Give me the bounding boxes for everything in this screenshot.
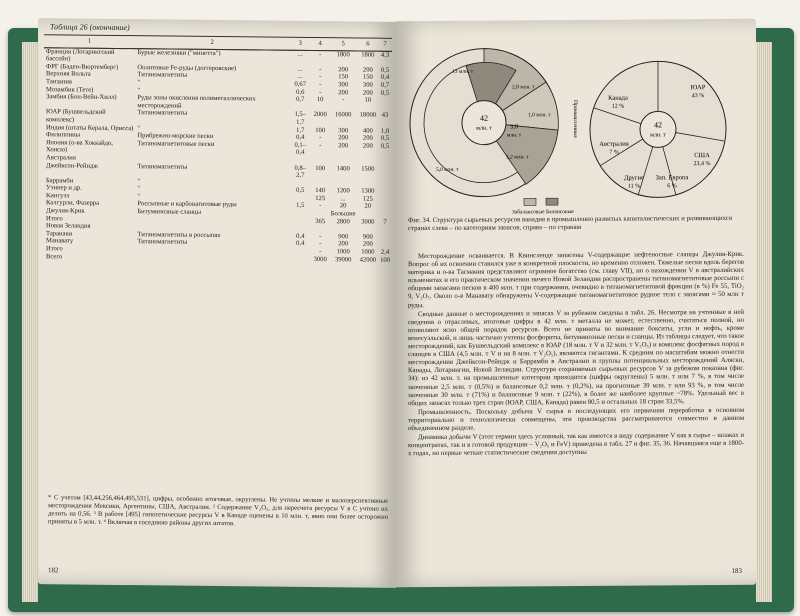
table-cell: Танзания <box>46 78 72 86</box>
table-cell <box>378 165 392 180</box>
table-cell: ... <box>297 65 303 73</box>
table-cell: Руды зоны окисления полиметаллических месторождений <box>137 94 256 110</box>
table-cell: Индия (штаты Керала, Орисса) <box>46 123 134 132</box>
right-page <box>396 19 756 588</box>
table-cell: 0,5 <box>380 66 390 74</box>
table-cell <box>378 158 392 166</box>
left-page <box>38 18 396 588</box>
table-cell: 16000 <box>334 111 352 119</box>
table-cell: ЮАР (Бушвельдский комплекс) <box>46 108 106 124</box>
table-cell: Франция (Лотарингский бассейн) <box>46 47 115 63</box>
table-cell: - <box>319 50 322 58</box>
table-cell: 20 <box>364 203 372 211</box>
svg-text:7 %: 7 % <box>609 149 619 156</box>
table-cell: Титаномагнетиты <box>137 238 188 247</box>
table-cell: Австралия <box>46 154 76 162</box>
left-label-0: 13 млн. т <box>452 68 474 75</box>
table-cell: Титаномагнетитовые пески <box>137 139 215 148</box>
table-cell: Титаномагнетиты <box>137 71 188 80</box>
svg-text:Зап. Европа: Зап. Европа <box>655 174 689 182</box>
table-cell: 2800 <box>336 217 350 226</box>
resource-table <box>44 34 392 264</box>
table-cell: 200 <box>338 141 349 150</box>
table-cell <box>312 210 329 218</box>
svg-text:43 %: 43 % <box>691 93 705 100</box>
table-cell: Замбия (Бон-Вейн-Хилл) <box>46 93 117 102</box>
table-body <box>44 47 392 264</box>
table-cell: Джулия-Крик <box>46 207 85 215</box>
table-cell: 0,4 <box>296 133 305 142</box>
paragraph: Динамика добычи V (этот термин здесь условный, так как имеется в виду содержание V как в сырье – шлаках и концентратах, так и в готовой продукции – V₂O₅ и FeV) приведена в табл. 27 и фиг. 35, 36. Начавшаяся еще в 1800-х годах, но первые четкие статистические сведения доступны <box>408 431 744 458</box>
table-cell <box>378 180 392 188</box>
table-cell: 1,5 <box>296 202 305 210</box>
table-cell: Верхняя Вольта <box>46 70 91 79</box>
table-cell: " <box>137 124 141 132</box>
table-cell: - <box>319 88 322 96</box>
right-center-value: 42 <box>654 120 662 130</box>
table-cell: 0,1–0,4 <box>294 141 307 157</box>
page-number: 182 <box>48 566 59 575</box>
table-cell: 100 <box>315 164 326 172</box>
svg-text:6 %: 6 % <box>667 183 677 190</box>
table-cell: 39000 <box>334 255 352 264</box>
body-text <box>408 251 744 460</box>
svg-text:Другие: Другие <box>624 174 644 182</box>
table-cell: 0,4 <box>380 74 390 82</box>
table-cell <box>312 157 329 165</box>
table-cell: 1800 <box>361 51 375 59</box>
table-cell: 0,5 <box>296 187 305 195</box>
table-cell: 0,7 <box>296 95 305 104</box>
table-cell: Баррамби <box>46 176 74 185</box>
table-cell: Итого <box>46 245 63 253</box>
table-cell: 200 <box>362 134 373 142</box>
left-inner-unit: млн. т <box>506 132 522 139</box>
table-cell: Калгурли, Фазерра <box>46 199 100 208</box>
column-header: 1 <box>44 35 135 49</box>
left-side-label: Промышленные <box>572 99 578 139</box>
table-cell: 0,6 <box>296 88 305 96</box>
table-cell: ... <box>297 73 303 81</box>
table-cell: 200 <box>338 240 349 248</box>
right-circle-chart <box>590 61 726 198</box>
table-cell: " <box>137 185 141 193</box>
table-cell: 1000 <box>361 248 375 256</box>
table-cell: Уэннер и др. <box>46 184 82 192</box>
svg-text:Австралия: Австралия <box>599 140 629 148</box>
table-cell: Джейксон-Рейндж <box>46 161 98 170</box>
left-center-unit: млн. т <box>476 125 492 132</box>
table-cell: 1800 <box>336 50 350 58</box>
table-cell: 0,4 <box>296 232 305 240</box>
table-cell: - <box>342 96 345 104</box>
table-cell: Япония (о-ва Хоккайдо, Хонсю) <box>46 138 113 154</box>
table-cell: - <box>319 65 322 73</box>
column-header: 2 <box>135 36 289 50</box>
table-cell: Большие <box>330 210 356 218</box>
table-cell: 0,5 <box>380 142 390 150</box>
table-cell: 365 <box>315 217 326 225</box>
table-cell: 0,5 <box>380 89 390 97</box>
table-cell: - <box>319 141 322 149</box>
table-cell: 3000 <box>361 218 375 226</box>
table-cell <box>312 225 329 233</box>
page-number: 183 <box>731 566 742 575</box>
table-cell: " <box>137 79 141 87</box>
table-cell: Титаномагнетиты <box>137 162 188 171</box>
table-footnotes: * С учетом [43,44,256,464,495,531], цифры, особенно итоговые, округлены. Не учтены мелкие и малоперспективные месторождения Мексики, Аргентины, США, Австралии. ² Содержание V₂O₅, для пересчета ресурсы V в С учтено их делить на 0,56. ³ В работе [495] гипотетические ресурсы V в Канаде оценены в 10 млн. т, явно они более осторожно приняты в 5 млн. т. ⁴ Включая в соседнюю районы других штатов. <box>48 494 388 528</box>
table-cell: " <box>137 86 141 94</box>
table-cell: 1,5–1,7 <box>294 111 307 126</box>
table-cell: 300 <box>338 81 349 89</box>
column-header: 5 <box>329 38 358 51</box>
table-cell: Филиппины <box>46 131 81 139</box>
svg-text:Канада: Канада <box>608 94 628 102</box>
table-cell: 200 <box>362 89 373 97</box>
table-cell: 900 <box>338 233 349 241</box>
table-cell <box>378 226 392 234</box>
table-cell: 2,4 <box>380 248 390 256</box>
table-cell: 300 <box>338 126 349 134</box>
paragraph: Промышленность. Поскольку добыча V сырья в последующих его первичная переработка в основном территориально и технологически совмещены, эти производства рассматриваются совместно в данном объединенном разделе. <box>408 406 744 433</box>
table-cell: 150 <box>338 73 349 81</box>
svg-text:12 %: 12 % <box>611 103 625 110</box>
table-cell <box>378 234 392 242</box>
table-cell: 200 <box>338 66 349 74</box>
legend-label-0: Забалансовые <box>512 209 545 216</box>
table-cell: 0,5 <box>380 134 390 142</box>
table-cell: 43 <box>381 112 389 120</box>
figure-legend <box>512 198 574 215</box>
table-cell: Новая Зеландия <box>46 222 91 230</box>
table-cell: 200 <box>362 66 373 74</box>
svg-text:ЮАР: ЮАР <box>690 84 706 92</box>
figure-caption: Фиг. 34. Структура сырьевых ресурсов ванадия в промышленно развитых капиталистических и развивающихся странах слева – по категориям запасов, справа – по странам <box>408 214 732 233</box>
right-center-unit: млн. т <box>650 132 666 139</box>
column-header: 3 <box>289 37 312 50</box>
table-cell: " <box>137 177 141 185</box>
left-inner-value: 3,0 <box>509 123 519 131</box>
table-cell: 200 <box>362 240 373 249</box>
table-cell: Итого <box>46 214 63 223</box>
left-center-value: 42 <box>480 113 488 123</box>
table-cell: - <box>319 232 322 240</box>
table-cell: 1500 <box>361 165 375 173</box>
table-cell: 1200 <box>336 187 350 195</box>
table-cell: 140 <box>315 187 326 195</box>
table-cell: ... <box>340 195 346 203</box>
svg-text:11 %: 11 % <box>627 183 641 190</box>
table-cell <box>289 255 312 263</box>
column-header: 4 <box>312 37 329 50</box>
table-cell <box>378 188 392 196</box>
table-cell: ФРГ (Баден-Вюртемберг) <box>46 62 119 71</box>
paragraph: Месторождение осваивается. В Квинсленде запасены V-содержащие нефтеносные сланцы Джулия-Крик. Вопрос об их освоении ставился уже в конкретной плоскости, но временно отложен. Тяжелые пески вдоль берегов материка и о-ва Тасмания представляют огромное богатство (см. главу VII), но о нахождении V в австралийских ильменитах и его практическом значении ничего Новой Зеландии распространены титаномагнетитовые россыпи с общими запасами песков в 400 млн. т при содержании, очевидно в титаномагнетитовой фракции (в %) Fe 55, TiO₂ 9, V₂O₅. Около о-в Манавату обнаружены V-содержащие титаномагнетитовое рудное тело с запасами ≈ 50 млн т руды. <box>408 250 744 309</box>
left-label-4: 5,0 млн. т <box>436 166 459 173</box>
table-cell <box>378 241 392 249</box>
table-cell: 100 <box>315 126 326 134</box>
table-cell: 2000 <box>313 111 327 119</box>
table-cell: - <box>319 240 322 248</box>
table-cell: 200 <box>338 134 349 142</box>
resource-structure-figure <box>406 29 746 216</box>
paragraph: Сводные данные о месторождениях и запасах V за рубежом сведены в табл. 26. Несмотря на учтенные в ней сведения о отраслевых, итоговые цифры в 42 млн. т металла не может, естественно, считаться полной, но позволяют ясно общей порядок ресурсов. Всего не приняты во внимание бокситы, угли и нефть, кроме венесуэльской, и лишь частично учтены фосфориты, битуминозные пески и сланцы. Из таблицы следует, что такое месторождений, как Бушвельдский комплекс в ЮАР (18 млн. т V и 32 млн. т V₂O₅) и комплекс фосфатных пород в сланцев в США (4,5 млн. т V и на 8 млн. т V₂O₅), являются гигантами. К средним по масштабам можно отнести месторождения Джейксон-Рейндж и Баррамби в Австралии и группы потенциальных месторождений Аляски, Канады, Лотарингии, Новой Зеландии. Структура сохраняемых сырьевых ресурсов V за рубежом показана (фиг. 34): из 42 млн. т. на промышленные категории приходится (цифры округлены) 5 млн. т или 7 %, в том числе заоченные 2,5 млн. т (0,5%) и балансовые 0,2 млн. т (0,2%), на прогнозные 39 млн. т или 93 %, в том числе заоченные 30 млн. т (71%) и балансовые 9 млн. т (22%), в более же наиболее крупные ~78%. Удельный вес в общих запасах только трех стран (ЮАР, США, Канада) равен 80,5 и остальных 18 стран 33,5%. <box>408 308 744 407</box>
table-cell: Мозамбик (Тете) <box>46 85 94 94</box>
table-cell: Титаномагнетиты <box>137 109 188 118</box>
table-cell: 125 <box>362 195 373 203</box>
left-label-2: 1,0 млн. т <box>528 112 551 119</box>
legend-label-1: Балансовые <box>546 209 574 216</box>
table-cell: 42000 <box>359 256 377 264</box>
table-cell: 3000 <box>313 255 327 263</box>
table-cell <box>312 180 329 188</box>
table-cell: 1,0 <box>380 127 390 135</box>
table-cell: - <box>319 248 322 256</box>
table-cell: - <box>319 134 322 142</box>
table-cell: Манавату <box>46 237 74 245</box>
table-cell: 10 <box>364 96 372 104</box>
table-cell: Оолитовые Fe-руды (доггеровские) <box>137 63 237 72</box>
table-cell: Прибрежно-морские пески <box>137 132 214 141</box>
table-cell: 400 <box>362 127 373 135</box>
table-cell: - <box>319 73 322 81</box>
table-cell: 200 <box>362 142 373 150</box>
table-cell: 150 <box>362 73 373 82</box>
table-cell: 0,67 <box>294 80 307 88</box>
table-cell: " <box>137 193 141 201</box>
left-label-1: 2,8 млн. т <box>512 84 535 91</box>
table-cell: Всего <box>46 252 63 261</box>
table-cell: 7 <box>383 218 387 226</box>
table-cell: 0,8–2,7 <box>294 164 307 180</box>
table-title: Таблица 26 (окончание) <box>50 22 130 33</box>
table-cell: 0,4 <box>296 240 305 248</box>
table-cell: 1,7 <box>296 126 305 134</box>
table-cell: Россыпные и карбонатитовые руды <box>137 200 237 209</box>
table-cell: ... <box>297 50 303 58</box>
table-cell: 900 <box>362 233 373 241</box>
table-cell: 100 <box>380 256 390 264</box>
page-stack-right <box>756 42 772 602</box>
table-cell: 200 <box>338 88 349 96</box>
svg-text:США: США <box>694 152 710 160</box>
table-cell: 125 <box>315 194 326 203</box>
table-cell <box>135 254 289 263</box>
left-circle-chart <box>410 48 578 197</box>
table-cell: - <box>319 81 322 89</box>
table-cell: 1300 <box>361 187 375 195</box>
table-cell <box>378 97 392 112</box>
table-cell: 4,3 <box>380 51 390 59</box>
svg-text:23,4 %: 23,4 % <box>693 161 711 168</box>
table-cell: 300 <box>362 81 373 89</box>
table-cell: 1000 <box>336 248 350 256</box>
table-cell: 0,7 <box>380 81 390 89</box>
table-cell: Кингуэл <box>46 192 70 200</box>
table-cell: Битуминозные сланцы <box>137 208 202 216</box>
column-header: 6 <box>358 38 378 51</box>
table-cell: 20 <box>339 202 347 210</box>
left-label-3: 5,2 млн. т <box>506 154 529 161</box>
table-cell: - <box>319 202 322 210</box>
column-header: 7 <box>378 38 392 51</box>
table-cell <box>378 196 392 204</box>
table-cell: 1400 <box>336 164 350 172</box>
table-cell: Бурые железняки ("минетта") <box>137 48 221 57</box>
table-cell: Таранаки <box>46 230 73 238</box>
table-cell: 18000 <box>359 111 377 120</box>
page-stack-left <box>22 42 38 602</box>
table-cell: Титаномагнетиты в россыпях <box>137 231 221 239</box>
table-cell <box>378 211 392 219</box>
table-cell <box>378 203 392 211</box>
table-cell: 10 <box>316 96 324 104</box>
